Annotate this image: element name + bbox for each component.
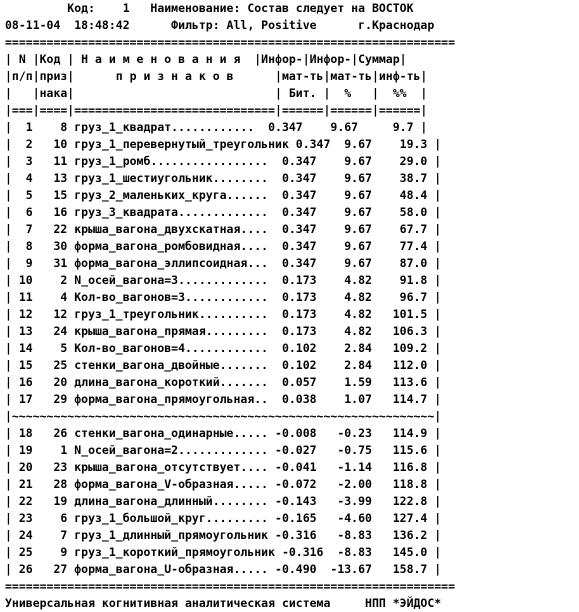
table-row: | 5 15 груз_2_маленьких_круга...... 0.347 9.67 48.4 | — [5, 188, 442, 202]
table-row: | 17 29 форма_вагона_прямоугольная.. 0.038 1.07 114.7 | — [5, 392, 442, 406]
table-row: | 2 10 груз_1_перевернутый_треугольник 0.347 9.67 19.3 | — [5, 137, 442, 151]
table-row: | 22 19 длина_вагона_длинный........ -0.143 -3.99 122.8 | — [5, 494, 442, 508]
table-row: | 7 22 крыша_вагона_двухскатная.... 0.347 9.67 67.7 | — [5, 222, 442, 236]
table-header-separator: |===|====|=============================|======|======|======| — [5, 103, 428, 117]
table-header-line: |п/п|приз| п р и з н а к о в |мат-ть|мат-ть|инф-ть| — [5, 69, 428, 83]
table-row: | 3 11 груз_1_ромб................. 0.347 9.67 29.0 | — [5, 154, 442, 168]
report-header-line: Код: 1 Наименование: Состав следует на ВОСТОК — [5, 1, 414, 15]
table-row: | 6 16 груз_3_квадрата............. 0.347 9.67 58.0 | — [5, 205, 442, 219]
table-row: | 26 27 форма_вагона_U-образная..... -0.490 -13.67 158.7 | — [5, 562, 442, 576]
table-row: | 23 6 груз_1_большой_круг......... -0.165 -4.60 127.4 | — [5, 511, 442, 525]
table-row: | 10 2 N_осей_вагона=3............. 0.173 4.82 91.8 | — [5, 273, 442, 287]
report-info-line: 08-11-04 18:48:42 Фильтр: All, Positive г.Краснодар — [5, 18, 435, 32]
table-row: | 25 9 груз_1_короткий_прямоугольник -0.316 -8.83 145.0 | — [5, 545, 442, 559]
table-row: | 11 4 Кол-во_вагонов=3............ 0.173 4.82 96.7 | — [5, 290, 442, 304]
table-row: | 21 28 форма_вагона_V-образная..... -0.072 -2.00 118.8 | — [5, 477, 442, 491]
table-row: | 16 20 длина_вагона_короткий....... 0.057 1.59 113.6 | — [5, 375, 442, 389]
table-header-line: | |нака| | Бит. | % | %% | — [5, 86, 428, 100]
footer-line: Универсальная когнитивная аналитическая система НПП *ЭЙДОС* — [5, 596, 442, 610]
table-row: | 15 25 стенки_вагона_двойные....... 0.102 2.84 112.0 | — [5, 358, 442, 372]
table-row: | 4 13 груз_1_шестиугольник........ 0.347 9.67 38.7 | — [5, 171, 442, 185]
table-row: | 20 23 крыша_вагона_отсутствует.... -0.041 -1.14 116.8 | — [5, 460, 442, 474]
table-row: | 24 7 груз_1_длинный_прямоугольник -0.316 -8.83 136.2 | — [5, 528, 442, 542]
separator-line: ================================================================= — [5, 35, 456, 49]
table-row: | 1 8 груз_1_квадрат............ 0.347 9.67 9.7 | — [5, 120, 428, 134]
wave-separator: |~~~~~~~~~~~~~~~~~~~~~~~~~~~~~~~~~~~~~~~~~~~~~~~~~~~~~~~~~~~~~| — [5, 409, 442, 423]
table-row: | 18 26 стенки_вагона_одинарные..... -0.008 -0.23 114.9 | — [5, 426, 442, 440]
table-header-line: | N |Код | Н а и м е н о в а н и я |Инфор-|Инфор-|Суммар| — [5, 52, 407, 66]
table-row: | 9 31 форма_вагона_эллипсоидная... 0.347 9.67 87.0 | — [5, 256, 442, 270]
separator-line: ================================================================= — [5, 579, 456, 593]
table-row: | 12 12 груз_1_треугольник.......... 0.173 4.82 101.5 | — [5, 307, 442, 321]
table-row: | 8 30 форма_вагона_ромбовидная.... 0.347 9.67 77.4 | — [5, 239, 442, 253]
table-row: | 14 5 Кол-во_вагонов=4............ 0.102 2.84 109.2 | — [5, 341, 442, 355]
table-row: | 13 24 крыша_вагона_прямая......... 0.173 4.82 106.3 | — [5, 324, 442, 338]
table-row: | 19 1 N_осей_вагона=2............. -0.027 -0.75 115.6 | — [5, 443, 442, 457]
